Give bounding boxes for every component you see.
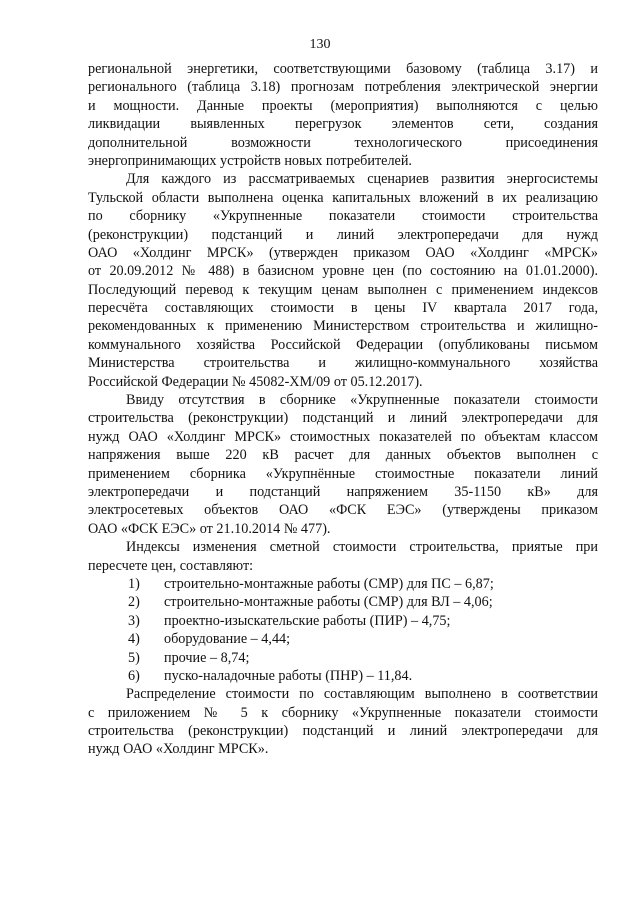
text-line: от 20.09.2012 № 488) в базисном уровне цен (по состоянию на 01.01.2000).	[88, 263, 598, 280]
document-body	[88, 60, 598, 759]
list-item-text: оборудование – 4,44;	[164, 631, 291, 648]
text-line: ОАО «Холдинг МРСК» (утвержден приказом ОАО «Холдинг «МРСК»	[88, 244, 598, 261]
text-line: электросетевых объектов ОАО «ФСК ЕЭС» (утверждены приказом	[88, 502, 598, 519]
list-item-number: 5)	[128, 649, 140, 666]
list-item	[88, 575, 598, 593]
text-line: коммунального хозяйства Российской Федерации (опубликованы письмом	[88, 336, 598, 353]
text-line: применением сборника «Укрупнённые стоимостные показатели линий	[88, 465, 598, 482]
text-line: регионального (таблица 3.18) прогнозам потребления электрической энергии	[88, 79, 598, 96]
paragraph	[88, 170, 598, 391]
list-item-number: 3)	[128, 612, 140, 629]
text-line: Индексы изменения сметной стоимости строительства, приятые при	[126, 539, 598, 556]
text-line: по сборнику «Укрупненные показатели стоимости строительства	[88, 208, 598, 225]
paragraph	[88, 391, 598, 538]
text-line: и мощности. Данные проекты (мероприятия) выполняются с целью	[88, 97, 598, 114]
text-line: строительства (реконструкции) подстанций и линий электропередачи для	[88, 723, 598, 740]
list-item-number: 4)	[128, 631, 140, 648]
text-line: рекомендованных к применению Министерством строительства и жилищно-	[88, 318, 598, 335]
text-line: нужд ОАО «Холдинг МРСК» стоимостных показателей по объектам классом	[88, 428, 598, 445]
text-line: Распределение стоимости по составляющим выполнено в соответствии	[126, 686, 598, 703]
text-line: Ввиду отсутствия в сборнике «Укрупненные показатели стоимости	[126, 392, 598, 409]
text-line: нужд ОАО «Холдинг МРСК».	[88, 741, 269, 758]
text-line: Последующий перевод к текущим ценам выполнен с применением индексов	[88, 281, 598, 298]
text-line: электропередачи и подстанций напряжением 35-1150 кВ» для	[88, 483, 598, 500]
list-item-text: строительно-монтажные работы (СМР) для ВЛ – 4,06;	[164, 594, 493, 611]
list-item-number: 6)	[128, 667, 140, 684]
text-line: Тульской области выполнена оценка капитальных вложений в их реализацию	[88, 189, 598, 206]
text-line: дополнительной возможности технологического присоединения	[88, 134, 598, 151]
list-item	[88, 593, 598, 611]
text-line: строительства (реконструкции) подстанций и линий электропередачи для	[88, 410, 598, 427]
list-item-text: прочие – 8,74;	[164, 649, 250, 666]
paragraph	[88, 538, 598, 575]
list-item-text: строительно-монтажные работы (СМР) для ПС – 6,87;	[164, 575, 494, 592]
text-line: напряжения выше 220 кВ расчет для данных объектов выполнен с	[88, 447, 598, 464]
list-item-text: пуско-наладочные работы (ПНР) – 11,84.	[164, 667, 413, 684]
text-line: (реконструкции) подстанций и линий электропередачи для нужд	[88, 226, 598, 243]
text-line: региональной энергетики, соответствующими базовому (таблица 3.17) и	[88, 61, 598, 77]
paragraph	[88, 685, 598, 759]
text-line: пересчёта составляющих стоимости в цены IV квартала 2017 года,	[88, 300, 598, 317]
text-line: ликвидации выявленных перегрузок элементов сети, создания	[88, 116, 598, 133]
text-line: пересчете цен, составляют:	[88, 557, 254, 574]
text-line: Министерства строительства и жилищно-коммунального хозяйства	[88, 355, 598, 372]
list-item-text: проектно-изыскательские работы (ПИР) – 4,75;	[164, 612, 451, 629]
text-line: Российской Федерации № 45082-ХМ/09 от 05.12.2017).	[88, 373, 423, 390]
text-line: ОАО «ФСК ЕЭС» от 21.10.2014 № 477).	[88, 520, 331, 537]
list-item	[88, 649, 598, 667]
paragraph	[88, 60, 598, 170]
list-item-number: 1)	[128, 575, 140, 592]
text-line: с приложением № 5 к сборнику «Укрупненные показатели стоимости	[88, 704, 598, 721]
text-line: Для каждого из рассматриваемых сценариев развития энергосистемы	[126, 171, 598, 188]
list-item	[88, 630, 598, 648]
text-line: энергопринимающих устройств новых потребителей.	[88, 152, 412, 169]
page-number: 130	[309, 37, 331, 52]
list-item-number: 2)	[128, 594, 140, 611]
list-item	[88, 612, 598, 630]
index-list	[88, 575, 598, 685]
list-item	[88, 667, 598, 685]
